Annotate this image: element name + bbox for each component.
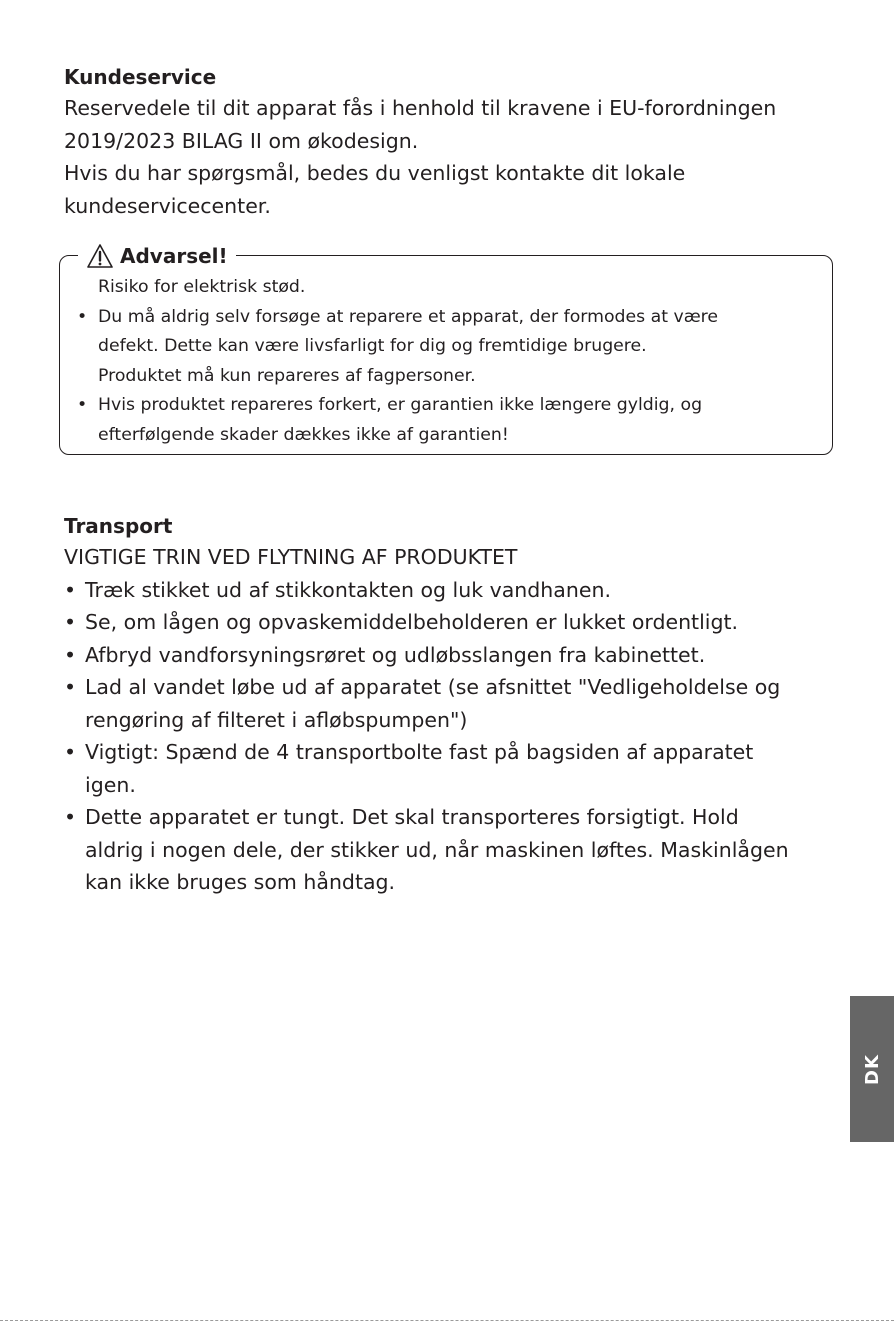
text-line: efterfølgende skader dækkes ikke af garantien! (98, 424, 509, 445)
text-line: kan ikke bruges som håndtag. (85, 870, 396, 894)
text-line: • Du må aldrig selv forsøge at reparere et apparat, der formodes at være (98, 306, 719, 327)
warning-list-item (76, 303, 816, 392)
list-item (64, 606, 844, 639)
list-item (64, 736, 844, 801)
transport-list (64, 574, 844, 899)
customer-service-text (64, 92, 844, 222)
text-line: defekt. Dette kan være livsfarligt for dig og fremtidige brugere. (98, 336, 647, 356)
text-line: • Lad al vandet løbe ud af apparatet (se afsnittet "Vedligeholdelse og (85, 675, 781, 699)
text-line: igen. (85, 772, 136, 797)
list-item (64, 574, 844, 607)
list-item (64, 671, 844, 736)
text-line: • Træk stikket ud af stikkontakten og luk vandhanen. (85, 577, 611, 602)
page-bottom-rule (0, 1320, 894, 1321)
customer-service-heading: Kundeservice (64, 65, 217, 89)
list-item (64, 801, 844, 899)
text-line: • Vigtigt: Spænd de 4 transportbolte fast på bagsiden af apparatet (85, 740, 754, 764)
warning-intro: Risiko for elektrisk stød. (98, 277, 306, 297)
language-tab-label: DK (861, 1053, 883, 1085)
warning-list-item (76, 391, 816, 450)
transport-heading: Transport (64, 514, 173, 538)
warning-list (76, 303, 816, 451)
text-line: • Afbryd vandforsyningsrøret og udløbsslangen fra kabinettet. (85, 642, 706, 667)
warning-title-label: Advarsel! (120, 244, 228, 268)
text-line: • Hvis produktet repareres forkert, er garantien ikke længere gyldig, og (98, 395, 703, 415)
text-line: rengøring af filteret i afløbspumpen") (85, 707, 468, 732)
text-line: kundeservicecenter. (64, 193, 271, 218)
text-line: aldrig i nogen dele, der stikker ud, når maskinen løftes. Maskinlågen (85, 837, 789, 862)
text-line: • Dette apparatet er tungt. Det skal transporteres forsigtigt. Hold (85, 805, 739, 829)
list-item (64, 639, 844, 672)
transport-section (64, 511, 844, 899)
text-line: • Se, om lågen og opvaskemiddelbeholderen er lukket ordentligt. (85, 610, 739, 634)
warning-content (76, 273, 816, 450)
text-line: Hvis du har spørgsmål, bedes du venligst kontakte dit lokale (64, 161, 686, 185)
text-line: Produktet må kun repareres af fagpersoner. (98, 365, 476, 386)
text-line: 2019/2023 BILAG II om økodesign. (64, 128, 419, 153)
text-line: Reservedele til dit apparat fås i henhold til kravene i EU-forordningen (64, 96, 777, 120)
warning-title (78, 242, 236, 270)
customer-service-section (64, 62, 844, 222)
language-tab (850, 996, 894, 1142)
warning-triangle-icon (86, 243, 114, 269)
transport-subheading: VIGTIGE TRIN VED FLYTNING AF PRODUKTET (64, 545, 518, 569)
